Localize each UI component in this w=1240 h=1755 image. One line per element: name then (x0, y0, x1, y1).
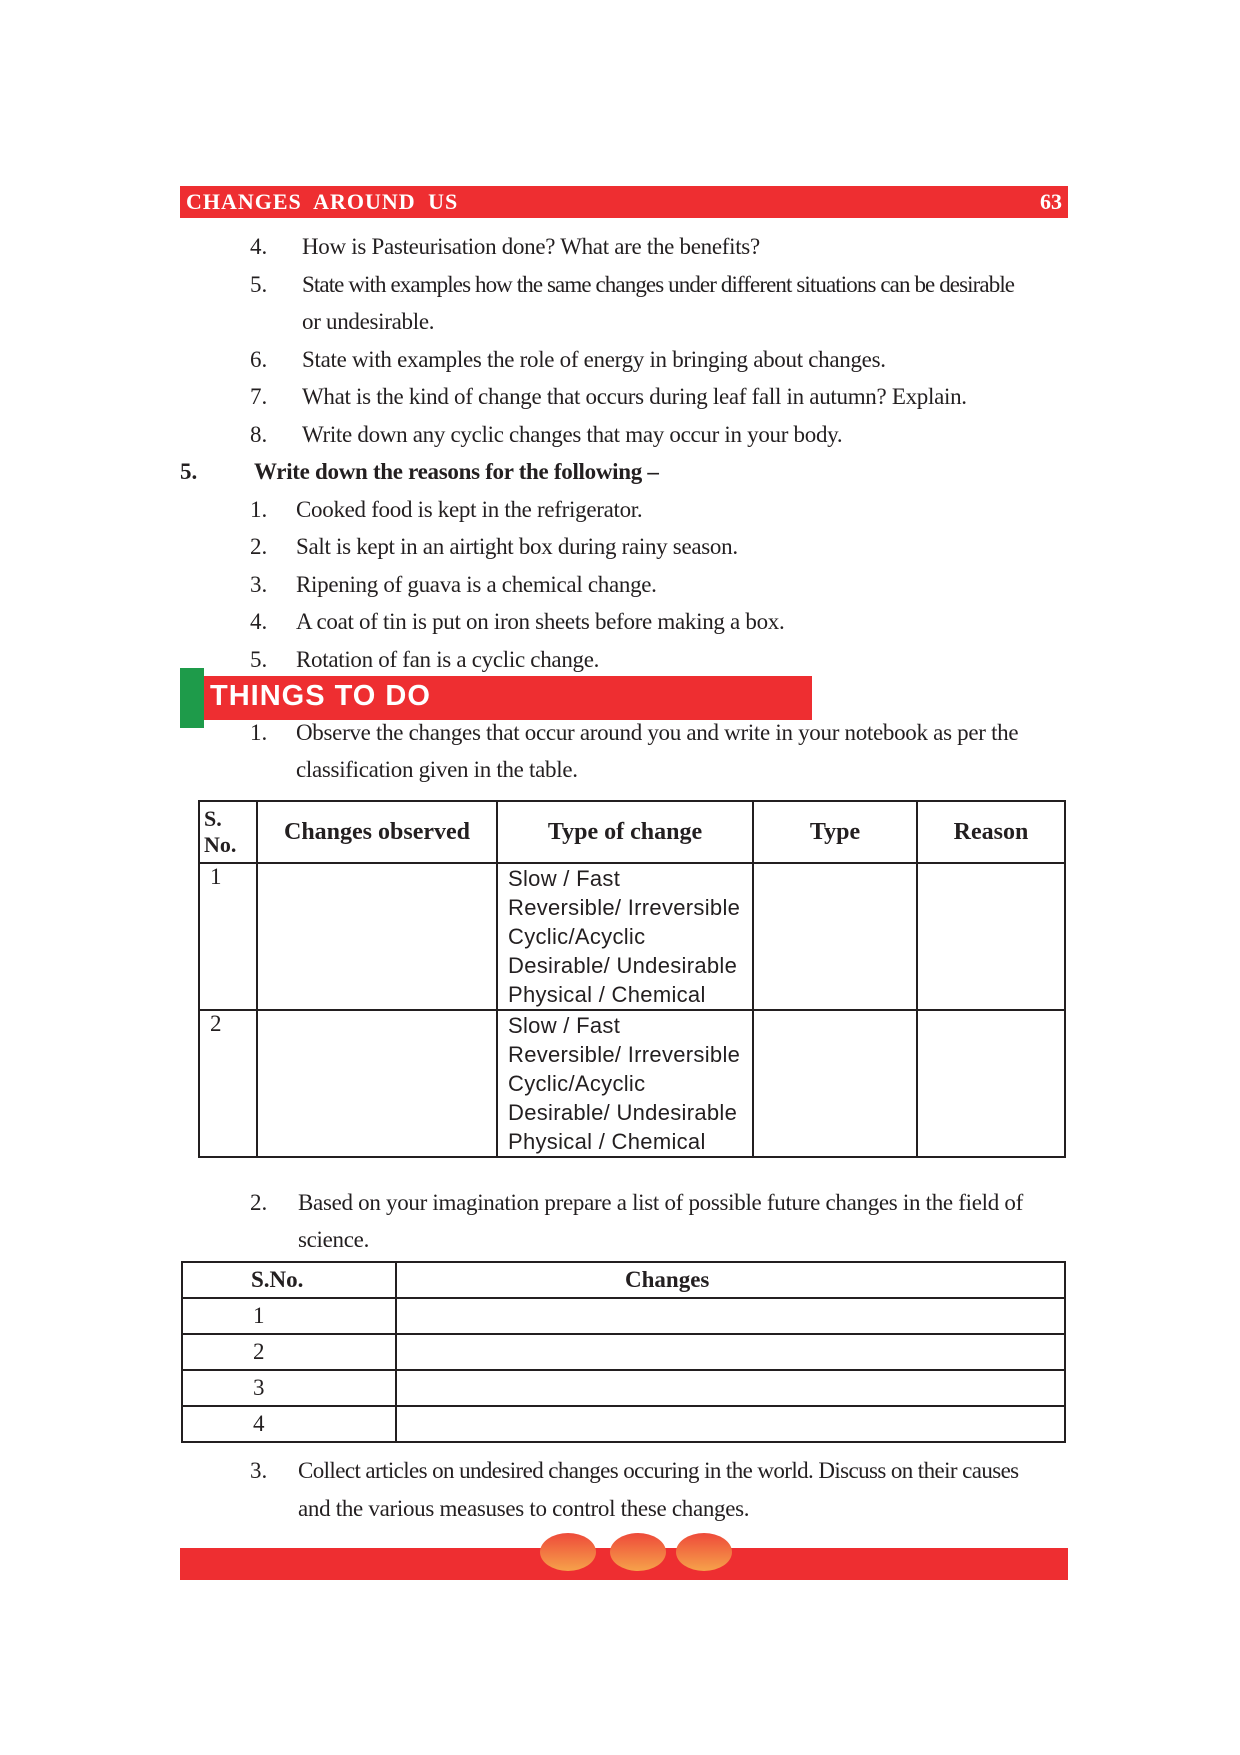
task-text: Based on your imagination prepare a list of possible future changes in the field of (298, 1190, 1023, 1215)
item-text: Ripening of guava is a chemical change. (296, 572, 657, 597)
type-of-change-cell (497, 1010, 753, 1157)
question-text: State with examples how the same changes under different situations can be desirable (302, 272, 1015, 297)
header-type-of-change: Type of change (497, 801, 753, 863)
question-number: 8. (250, 422, 268, 447)
table-row (182, 1406, 1065, 1442)
reason-cell (917, 1010, 1065, 1157)
table-row (199, 863, 1065, 1010)
row-sno: 1 (199, 863, 257, 1010)
task-number: 3. (250, 1458, 268, 1483)
future-changes-table (181, 1261, 1066, 1443)
header-sno: S. No. (199, 801, 257, 863)
things-to-do-title: THINGS TO DO (210, 680, 431, 712)
task-text: and the various measuses to control these changes. (298, 1496, 750, 1521)
footer-decoration-oval (676, 1533, 732, 1571)
item-text: Salt is kept in an airtight box during rainy season. (296, 534, 738, 559)
header-reason: Reason (917, 801, 1065, 863)
question-text: or undesirable. (302, 309, 435, 334)
task-text: Observe the changes that occur around you and write in your notebook as per the (296, 720, 1019, 745)
changes-observed-cell (257, 1010, 497, 1157)
footer-decoration-oval (610, 1533, 666, 1571)
item-text: Cooked food is kept in the refrigerator. (296, 497, 643, 522)
option-text: Reversible/ Irreversible (508, 1042, 741, 1067)
question-text: Write down any cyclic changes that may occur in your body. (302, 422, 843, 447)
header-type: Type (753, 801, 917, 863)
table-row (199, 1010, 1065, 1157)
option-text: Physical / Chemical (508, 1129, 706, 1154)
changes-cell (396, 1334, 1065, 1370)
question-number: 6. (250, 347, 268, 372)
changes-cell (396, 1298, 1065, 1334)
table-row (182, 1298, 1065, 1334)
type-cell (753, 863, 917, 1010)
row-sno: 4 (182, 1406, 396, 1442)
type-of-change-cell (497, 863, 753, 1010)
task-text: classification given in the table. (296, 757, 578, 782)
row-sno: 3 (182, 1370, 396, 1406)
table-header-row (182, 1262, 1065, 1298)
task-text: science. (298, 1227, 370, 1252)
page-number: 63 (1040, 189, 1062, 214)
classification-table (198, 800, 1066, 1158)
header-sno: S.No. (182, 1262, 396, 1298)
header-changes-observed: Changes observed (257, 801, 497, 863)
row-sno: 2 (199, 1010, 257, 1157)
banner-accent (180, 668, 204, 728)
type-cell (753, 1010, 917, 1157)
section-title: Write down the reasons for the following – (254, 459, 659, 484)
table-row (182, 1370, 1065, 1406)
question-number: 5. (250, 272, 268, 297)
task-number: 1. (250, 720, 268, 745)
question-text: How is Pasteurisation done? What are the benefits? (302, 234, 760, 259)
header-changes: Changes (396, 1262, 1065, 1298)
question-number: 4. (250, 234, 268, 259)
row-sno: 2 (182, 1334, 396, 1370)
option-text: Desirable/ Undesirable (508, 1100, 738, 1125)
option-text: Physical / Chemical (508, 982, 706, 1007)
item-number: 5. (250, 647, 268, 672)
option-text: Slow / Fast (508, 1013, 621, 1038)
option-text: Cyclic/Acyclic (508, 1071, 646, 1096)
task-number: 2. (250, 1190, 268, 1215)
changes-observed-cell (257, 863, 497, 1010)
changes-cell (396, 1406, 1065, 1442)
question-text: State with examples the role of energy in bringing about changes. (302, 347, 886, 372)
item-number: 3. (250, 572, 268, 597)
option-text: Desirable/ Undesirable (508, 953, 738, 978)
item-number: 2. (250, 534, 268, 559)
option-text: Cyclic/Acyclic (508, 924, 646, 949)
reason-cell (917, 863, 1065, 1010)
option-text: Reversible/ Irreversible (508, 895, 741, 920)
changes-cell (396, 1370, 1065, 1406)
task-text: Collect articles on undesired changes occuring in the world. Discuss on their causes (298, 1458, 1019, 1483)
chapter-title: CHANGES AROUND US (186, 189, 459, 214)
footer-decoration-oval (540, 1533, 596, 1571)
item-text: Rotation of fan is a cyclic change. (296, 647, 600, 672)
item-number: 4. (250, 609, 268, 634)
table-header-row (199, 801, 1065, 863)
item-text: A coat of tin is put on iron sheets before making a box. (296, 609, 785, 634)
option-text: Slow / Fast (508, 866, 621, 891)
question-number: 7. (250, 384, 268, 409)
row-sno: 1 (182, 1298, 396, 1334)
question-text: What is the kind of change that occurs during leaf fall in autumn? Explain. (302, 384, 967, 409)
section-number: 5. (180, 459, 198, 484)
item-number: 1. (250, 497, 268, 522)
table-row (182, 1334, 1065, 1370)
